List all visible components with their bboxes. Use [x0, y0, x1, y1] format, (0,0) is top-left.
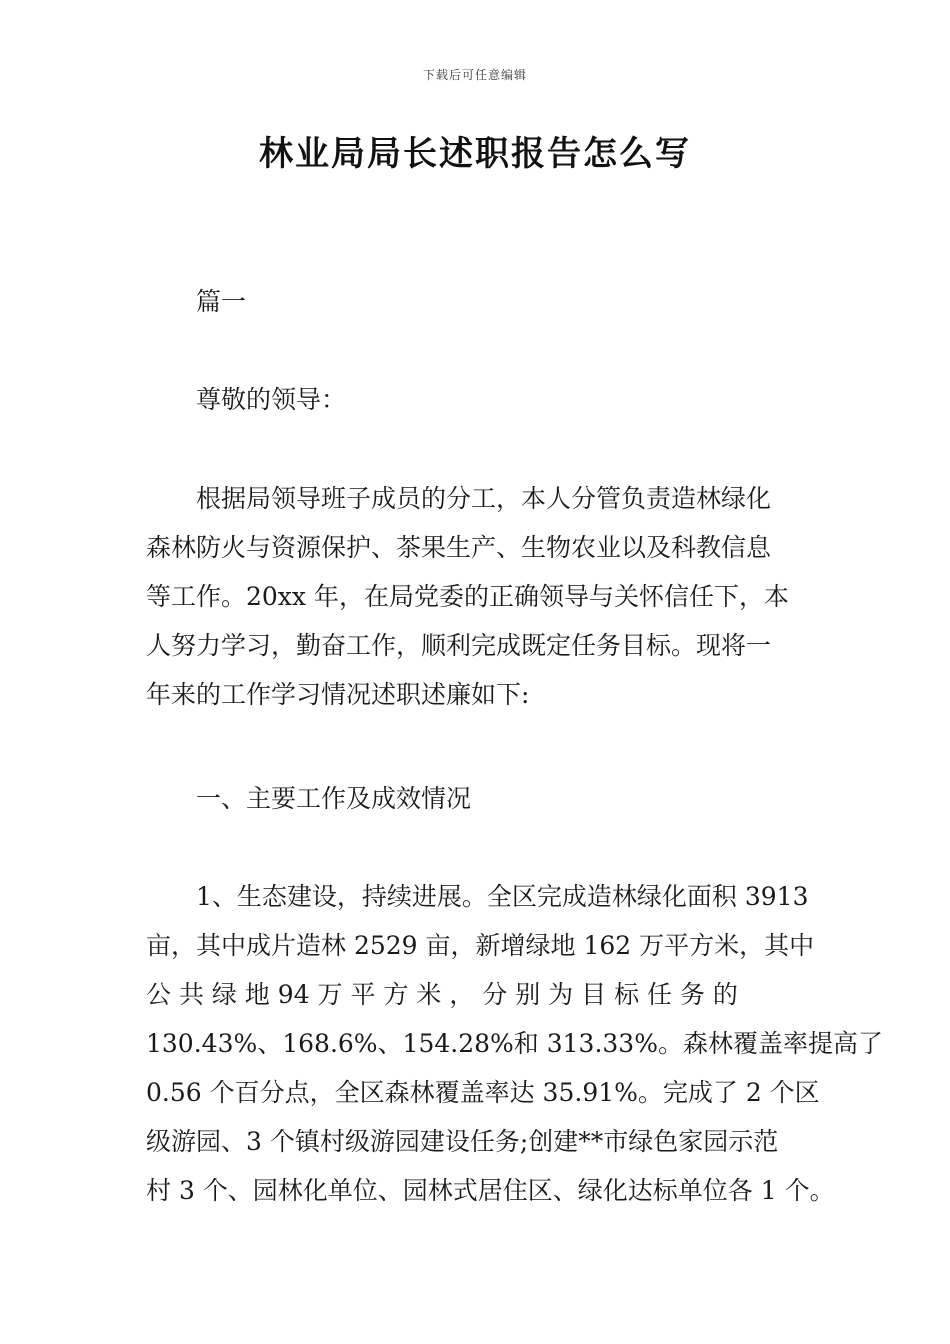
section-label — [146, 277, 808, 326]
salutation — [146, 375, 808, 424]
section-label-text: 篇一 — [196, 287, 247, 316]
item-1-line: 村 3 个、园林化单位、园林式居住区、绿化达标单位各 1 个。 — [146, 1176, 835, 1205]
intro-line: 年来的工作学习情况述职述廉如下: — [146, 680, 530, 709]
document-title: 林业局局长述职报告怎么写 — [259, 134, 691, 174]
item-1-line: 级游园、3 个镇村级游园建设任务;创建**市绿色家园示范 — [146, 1127, 779, 1156]
intro-line: 人努力学习，勤奋工作，顺利完成既定任务目标。现将一 — [146, 631, 772, 660]
download-note: 下载后可任意编辑 — [422, 68, 527, 82]
item-1-line: 0.56 个百分点，全区森林覆盖率达 35.91%。完成了 2 个区 — [146, 1078, 820, 1107]
intro-line: 根据局领导班子成员的分工，本人分管负责造林绿化 — [196, 484, 772, 513]
intro-line: 森林防火与资源保护、茶果生产、生物农业以及科教信息 — [146, 533, 772, 562]
item-1-line: 130.43%、168.6%、154.28%和 313.33%。森林覆盖率提高了 — [146, 1029, 883, 1058]
section-heading — [146, 774, 808, 823]
intro-paragraph — [146, 474, 808, 719]
intro-line: 等工作。20xx 年，在局党委的正确领导与关怀信任下，本 — [146, 582, 789, 611]
item-1-line: 公 共 绿 地 94 万 平 方 米 ， 分 别 为 目 标 任 务 的 — [146, 980, 738, 1009]
item-1-line: 亩，其中成片造林 2529 亩，新增绿地 162 万平方米，其中 — [146, 931, 815, 960]
item-1-line: 1、生态建设，持续进展。全区完成造林绿化面积 3913 — [196, 882, 809, 911]
item-1-paragraph — [146, 872, 883, 1215]
section-heading-text: 一、主要工作及成效情况 — [196, 784, 472, 813]
salutation-text: 尊敬的领导： — [196, 385, 347, 414]
